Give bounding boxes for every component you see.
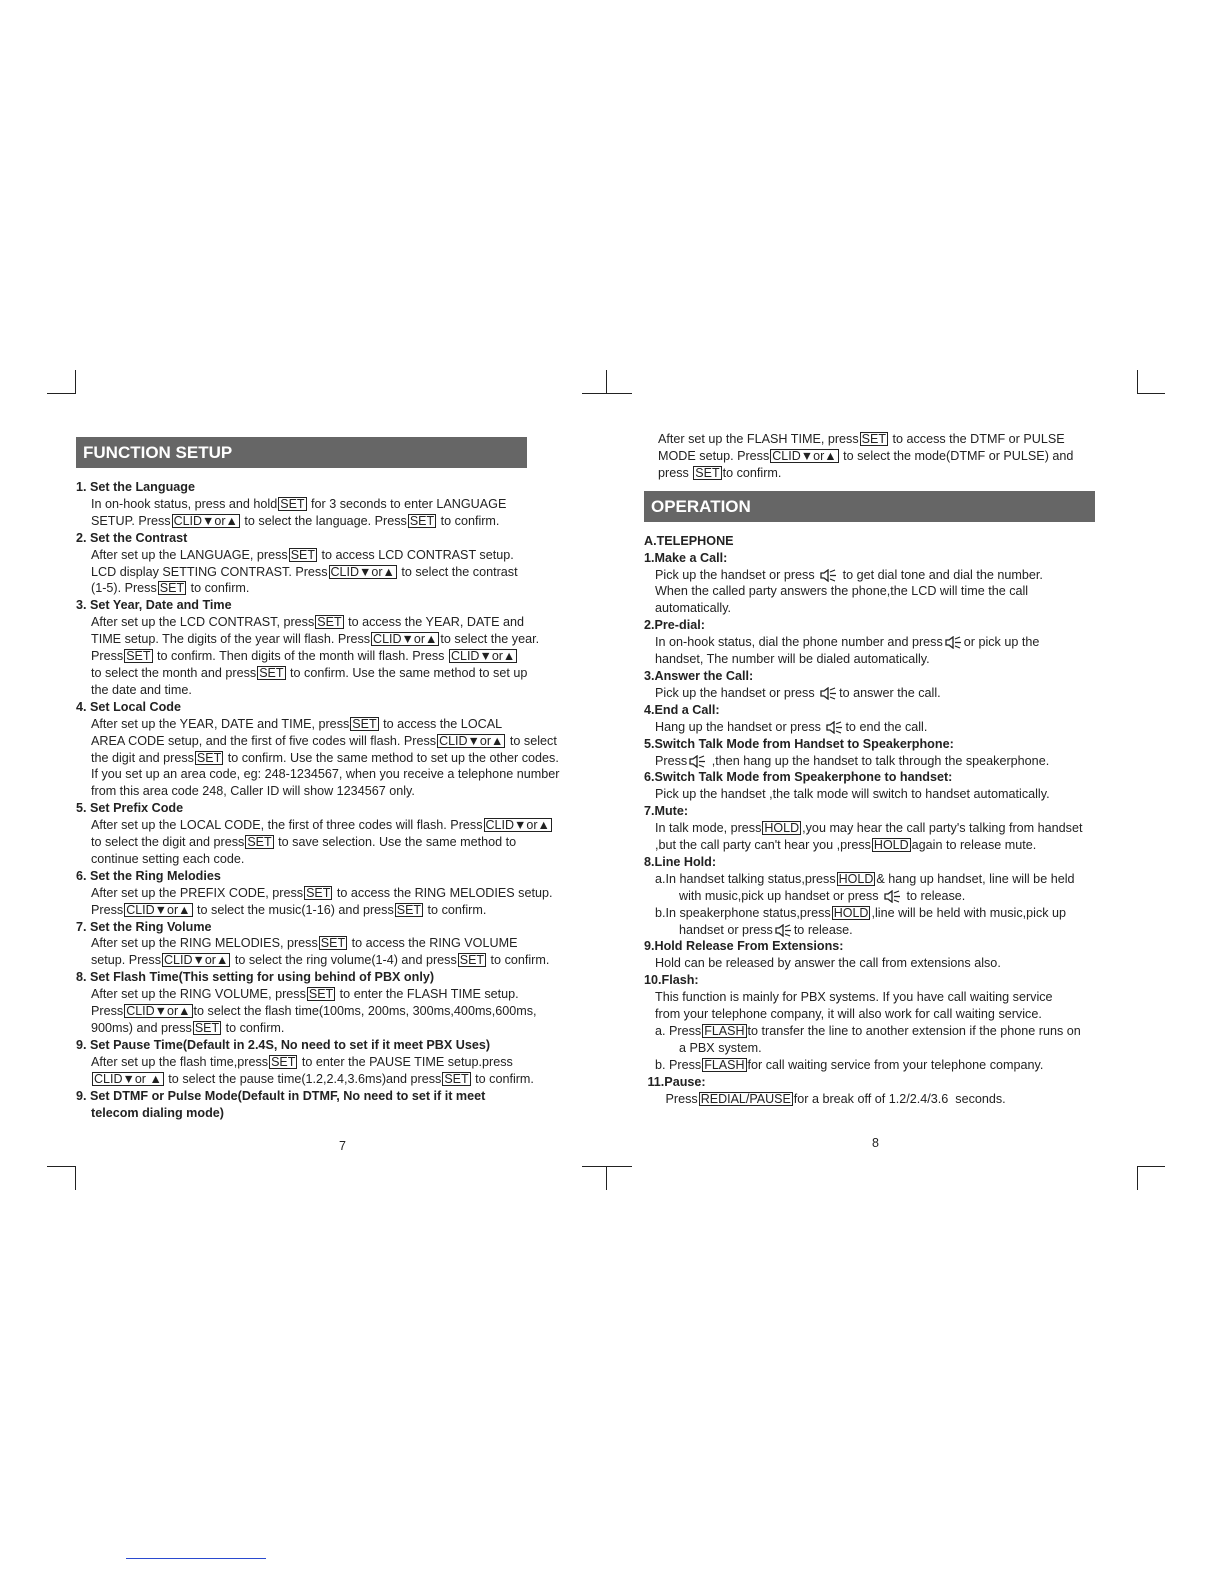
operation-item xyxy=(644,1074,1109,1108)
section-title: 7. Set the Ring Volume xyxy=(76,919,212,934)
telephone-heading: A.TELEPHONE xyxy=(644,533,734,548)
key-clid-or-label: CLID▼or▲ xyxy=(485,818,550,833)
text-run: Press xyxy=(655,753,688,768)
text-run: to select the digit and press xyxy=(91,835,245,850)
text-run: to select the contrast xyxy=(397,564,518,579)
text-run: a. Press xyxy=(655,1024,702,1038)
setup-section xyxy=(76,868,586,919)
item-title: 1.Make a Call: xyxy=(644,550,728,565)
text-run: to enter the PAUSE TIME setup.press xyxy=(298,1054,513,1069)
crop-mark xyxy=(606,1166,607,1190)
text-run: Hang up the handset or press xyxy=(655,719,825,734)
text-run: to confirm. Use the same method to set up xyxy=(286,665,528,680)
text-line xyxy=(91,580,586,597)
setup-section xyxy=(76,1088,586,1122)
text-line xyxy=(655,1023,1109,1040)
text-line xyxy=(91,834,586,851)
text-run: ,you may hear the call party's talking from handset xyxy=(802,821,1083,836)
text-line xyxy=(91,547,586,564)
section-title-continued: telecom dialing mode) xyxy=(91,1105,224,1120)
item-body xyxy=(644,567,1109,618)
setup-section xyxy=(76,699,586,800)
speakerphone-icon xyxy=(689,755,706,768)
text-run: setup. Press xyxy=(91,953,161,968)
text-run: After set up the LCD CONTRAST, press xyxy=(91,615,315,630)
text-run: to release. xyxy=(793,922,853,937)
text-run: ,then hang up the handset to talk through the speakerphone. xyxy=(708,753,1050,768)
text-line xyxy=(655,955,1109,972)
text-run: to answer the call. xyxy=(839,685,941,700)
text-run: to get dial tone and dial the number. xyxy=(839,567,1043,582)
text-line xyxy=(655,1057,1109,1074)
text-line xyxy=(91,614,586,631)
text-run: to select the mode(DTMF or PULSE) and xyxy=(839,448,1074,463)
text-line xyxy=(655,600,1109,617)
text-run: Hold can be released by answer the call from extensions also. xyxy=(655,956,1001,971)
text-line xyxy=(91,648,586,665)
setup-section xyxy=(76,919,586,970)
operation-item xyxy=(644,854,1109,939)
text-line xyxy=(91,817,586,834)
item-title: 7.Mute: xyxy=(644,804,689,819)
text-run: 900ms) and press xyxy=(91,1021,192,1035)
operation-banner: OPERATION xyxy=(644,491,1095,522)
speakerphone-icon xyxy=(945,636,962,649)
text-run: After set up the RING MELODIES, press xyxy=(91,936,318,951)
text-run: or pick up the xyxy=(963,635,1040,650)
text-run: MODE setup. Press xyxy=(658,448,770,463)
text-run: to access the YEAR, DATE and xyxy=(344,615,525,630)
text-line xyxy=(91,885,586,902)
text-run: to save selection. Use the same method to xyxy=(274,835,517,850)
text-run: a PBX system. xyxy=(679,1040,762,1055)
text-run: to confirm. xyxy=(487,953,550,968)
text-line xyxy=(655,837,1109,854)
text-run: TIME setup. The digits of the year will flash. Press xyxy=(91,632,371,647)
section-title: 8. Set Flash Time(This setting for using behind of PBX only) xyxy=(76,970,435,985)
text-run: to confirm. Use the same method to set up the other codes. xyxy=(224,750,559,765)
text-run: to access the LOCAL xyxy=(379,716,503,731)
left-page xyxy=(76,437,586,1121)
section-title: 4. Set Local Code xyxy=(76,699,181,714)
text-run: Pick up the handset ,the talk mode will switch to handset automatically. xyxy=(655,787,1050,802)
text-run: ,line will be held with music,pick up xyxy=(871,905,1067,920)
text-run: This function is mainly for PBX systems. If you have call waiting service xyxy=(655,990,1053,1005)
text-line xyxy=(91,1020,586,1037)
text-line xyxy=(91,564,586,581)
key-set-label: SET xyxy=(280,496,305,511)
text-line xyxy=(655,651,1109,668)
text-line xyxy=(655,1006,1109,1023)
item-title: 6.Switch Talk Mode from Speakerphone to handset: xyxy=(644,770,953,785)
text-run: AREA CODE setup, and the first of five codes will flash. Press xyxy=(91,733,437,748)
sub-item xyxy=(644,1023,1109,1057)
text-run: to select the flash time(100ms, 200ms, 300ms,400ms,600ms, xyxy=(193,1004,537,1019)
setup-section xyxy=(76,530,586,598)
item-title: 2.Pre-dial: xyxy=(644,618,705,633)
section-title: 3. Set Year, Date and Time xyxy=(76,598,232,613)
text-run: After set up the LANGUAGE, press xyxy=(91,547,288,562)
text-line xyxy=(91,665,586,682)
text-run: for a break off of 1.2/2.4/3.6 seconds. xyxy=(793,1091,1006,1106)
text-run: to confirm. xyxy=(471,1071,534,1086)
key-clid-or-label: CLID▼or▲ xyxy=(772,448,837,463)
text-line xyxy=(655,820,1109,837)
text-line xyxy=(658,431,1109,448)
section-title: 1. Set the Language xyxy=(76,480,195,494)
item-body xyxy=(644,719,1109,736)
key-set-label: SET xyxy=(459,953,485,968)
section-title: 9. Set Pause Time(Default in 2.4S, No need to set if it meet PBX Uses) xyxy=(76,1037,491,1052)
key-flash-label: FLASH xyxy=(704,1057,745,1072)
text-run: SETUP. Press xyxy=(91,513,171,528)
crop-mark xyxy=(75,370,76,394)
right-items xyxy=(644,550,1109,1108)
text-line xyxy=(667,922,1109,939)
text-run: In talk mode, press xyxy=(655,821,762,836)
text-run: After set up the flash time,press xyxy=(91,1054,269,1069)
sub-item-continuation xyxy=(655,888,1109,905)
key-set-label: SET xyxy=(320,936,346,951)
text-line xyxy=(91,935,586,952)
sub-item xyxy=(644,871,1109,905)
key-hold-label: HOLD xyxy=(873,838,909,853)
section-body xyxy=(76,935,586,969)
operation-item xyxy=(644,736,1109,770)
text-line xyxy=(667,1040,1109,1057)
text-line xyxy=(91,783,586,800)
key-clid-or-label: CLID▼or▲ xyxy=(439,733,504,748)
key-clid-or-label: CLID▼or▲ xyxy=(164,953,229,968)
speakerphone-icon xyxy=(820,687,837,700)
key-set-label: SET xyxy=(306,885,331,900)
operation-item xyxy=(644,938,1109,972)
operation-item xyxy=(644,617,1109,668)
key-clid-or-label: CLID▼or▲ xyxy=(373,632,438,647)
text-line xyxy=(91,851,586,868)
item-body xyxy=(644,634,1109,668)
text-run: In on-hook status, dial the phone number and press xyxy=(655,635,943,650)
text-run: to select xyxy=(506,733,557,748)
text-run: to select the year. xyxy=(440,632,540,647)
text-run: to release. xyxy=(903,888,966,903)
key-hold-label: HOLD xyxy=(838,871,874,886)
text-run: to select the language. Press xyxy=(240,513,407,528)
sub-item-continuation xyxy=(655,922,1109,939)
text-line xyxy=(655,786,1109,803)
text-run: to confirm. xyxy=(222,1021,285,1035)
key-clid-or-label: CLID▼or▲ xyxy=(173,513,238,528)
speakerphone-icon xyxy=(775,924,792,937)
text-run: (1-5). Press xyxy=(91,581,157,596)
text-run: press xyxy=(658,465,693,480)
text-run: to confirm. xyxy=(722,465,782,480)
key-set-label: SET xyxy=(194,1021,220,1035)
text-run: Pick up the handset or press xyxy=(655,567,819,582)
text-run: Press xyxy=(91,649,124,664)
speakerphone-icon xyxy=(884,890,901,903)
crop-mark xyxy=(582,393,632,394)
section-body xyxy=(76,817,586,868)
key-set-label: SET xyxy=(352,716,377,731)
text-run: to access the DTMF or PULSE xyxy=(888,432,1065,446)
operation-item xyxy=(644,769,1109,803)
crop-mark xyxy=(75,1166,76,1190)
text-line xyxy=(658,448,1109,465)
speakerphone-icon xyxy=(826,721,843,734)
text-line xyxy=(655,685,1109,702)
setup-section xyxy=(76,969,586,1037)
key-redial-pause-label: REDIAL/PAUSE xyxy=(700,1091,791,1106)
text-run: LCD display SETTING CONTRAST. Press xyxy=(91,564,328,579)
text-run: from your telephone company, it will also work for call waiting service. xyxy=(655,1007,1042,1022)
text-line xyxy=(655,871,1109,888)
section-body xyxy=(76,496,586,530)
text-run: to enter the FLASH TIME setup. xyxy=(336,987,519,1002)
text-line xyxy=(91,682,586,699)
text-run: again to release mute. xyxy=(911,838,1037,853)
key-set-label: SET xyxy=(308,987,334,1002)
key-flash-label: FLASH xyxy=(704,1024,745,1038)
text-run: to select the pause time(1.2,2.4,3.6ms)and press xyxy=(164,1071,442,1086)
key-set-label: SET xyxy=(126,649,151,664)
text-run: to transfer the line to another extension if the phone runs on xyxy=(747,1024,1081,1038)
operation-item xyxy=(644,702,1109,736)
page-number-right: 8 xyxy=(872,1136,879,1150)
setup-section xyxy=(76,597,586,698)
text-run: for call waiting service from your telephone company. xyxy=(747,1057,1044,1072)
crop-mark xyxy=(47,393,76,394)
text-line xyxy=(655,989,1109,1006)
text-run: for 3 seconds to enter LANGUAGE xyxy=(307,496,507,511)
text-run: When the called party answers the phone,the LCD will time the call xyxy=(655,584,1029,599)
text-run: to select the ring volume(1-4) and press xyxy=(231,953,457,968)
text-run: to confirm. xyxy=(424,902,487,917)
text-line xyxy=(91,1071,586,1088)
text-line xyxy=(655,583,1109,600)
key-hold-label: HOLD xyxy=(833,905,869,920)
key-clid-or-label: CLID▼or▲ xyxy=(126,1004,191,1019)
text-line xyxy=(655,1091,1109,1108)
key-clid-or-label: CLID▼or▲ xyxy=(330,564,395,579)
text-run: with music,pick up handset or press xyxy=(679,888,882,903)
sub-item xyxy=(644,1057,1109,1074)
item-title: 5.Switch Talk Mode from Handset to Speakerphone: xyxy=(644,736,954,751)
item-title: 4.End a Call: xyxy=(644,702,720,717)
text-run: to access the RING MELODIES setup. xyxy=(333,885,553,900)
item-body xyxy=(644,786,1109,803)
text-line xyxy=(91,1003,586,1020)
key-hold-label: HOLD xyxy=(764,821,800,836)
crop-mark xyxy=(1137,370,1138,394)
text-line xyxy=(658,465,1109,482)
setup-section xyxy=(76,1037,586,1088)
text-run: After set up the RING VOLUME, press xyxy=(91,987,306,1002)
section-body xyxy=(76,547,586,598)
key-clid-or-label: CLID▼or▲ xyxy=(126,902,191,917)
text-line xyxy=(655,719,1109,736)
text-run: After set up the YEAR, DATE and TIME, press xyxy=(91,716,350,731)
setup-section xyxy=(76,479,586,530)
text-run: from this area code 248, Caller ID will show 1234567 only. xyxy=(91,784,415,799)
text-line xyxy=(91,716,586,733)
text-run: continue setting each code. xyxy=(91,851,245,866)
operation-item xyxy=(644,550,1109,618)
text-run: to confirm. Then digits of the month will flash. Press xyxy=(153,649,448,664)
text-run: After set up the FLASH TIME, press xyxy=(658,432,859,446)
section-body xyxy=(76,885,586,919)
key-clid-or-label: CLID▼or ▲ xyxy=(94,1071,162,1086)
section-body xyxy=(76,716,586,801)
text-run: to end the call. xyxy=(845,719,928,734)
key-set-label: SET xyxy=(317,615,342,630)
text-run: If you set up an area code, eg: 248-1234567, when you receive a telephone number xyxy=(91,767,560,782)
function-setup-banner: FUNCTION SETUP xyxy=(76,437,527,468)
text-line xyxy=(91,952,586,969)
text-line xyxy=(91,766,586,783)
setup-section xyxy=(76,800,586,868)
text-run: Press xyxy=(655,1091,698,1106)
text-run: the digit and press xyxy=(91,750,194,765)
text-run: to select the month and press xyxy=(91,665,257,680)
text-run: to confirm. xyxy=(187,581,250,596)
text-run: After set up the PREFIX CODE, press xyxy=(91,885,304,900)
text-run: After set up the LOCAL CODE, the first of three codes will flash. Press xyxy=(91,818,483,833)
right-page xyxy=(644,431,1109,1108)
key-set-label: SET xyxy=(196,750,222,765)
text-run: In on-hook status, press and hold xyxy=(91,496,278,511)
item-body xyxy=(644,685,1109,702)
text-run: b.In speakerphone status,press xyxy=(655,905,831,920)
text-line xyxy=(91,496,586,513)
text-line xyxy=(91,750,586,767)
text-run: to access LCD CONTRAST setup. xyxy=(318,547,514,562)
crop-mark xyxy=(582,1166,632,1167)
key-set-label: SET xyxy=(259,665,284,680)
sub-item xyxy=(644,905,1109,939)
text-run: ,but the call party can't hear you ,press xyxy=(655,838,871,853)
text-line xyxy=(655,634,1109,651)
key-set-label: SET xyxy=(271,1054,296,1069)
item-title: 3.Answer the Call: xyxy=(644,668,754,683)
crop-mark xyxy=(47,1166,76,1167)
text-run: b. Press xyxy=(655,1057,702,1072)
crop-mark xyxy=(1137,1166,1138,1190)
text-run: to confirm. xyxy=(437,513,500,528)
text-line xyxy=(91,986,586,1003)
item-title: 8.Line Hold: xyxy=(644,854,717,869)
text-line xyxy=(655,753,1109,770)
section-title: 2. Set the Contrast xyxy=(76,530,188,545)
key-set-label: SET xyxy=(396,902,422,917)
item-body xyxy=(644,820,1109,854)
key-set-label: SET xyxy=(159,581,185,596)
item-title: 9.Hold Release From Extensions: xyxy=(644,939,844,954)
page-number-left: 7 xyxy=(339,1139,346,1153)
dtmf-intro xyxy=(644,431,1109,482)
operation-item xyxy=(644,803,1109,854)
text-run: a.In handset talking status,press xyxy=(655,871,836,886)
text-run: handset, The number will be dialed automatically. xyxy=(655,652,930,667)
text-line xyxy=(91,902,586,919)
text-run: Press xyxy=(91,902,124,917)
speakerphone-icon xyxy=(820,569,837,582)
text-run: automatically. xyxy=(655,601,732,616)
key-set-label: SET xyxy=(247,835,272,850)
left-sections xyxy=(76,479,586,1121)
text-line xyxy=(655,567,1109,584)
item-body xyxy=(644,1091,1109,1108)
section-title: 5. Set Prefix Code xyxy=(76,801,184,816)
text-line xyxy=(91,513,586,530)
section-body xyxy=(76,986,586,1037)
crop-mark xyxy=(606,370,607,394)
text-line xyxy=(91,631,586,648)
item-title: 11.Pause: xyxy=(644,1074,706,1089)
text-run: & hang up handset, line will be held xyxy=(876,871,1075,886)
item-title: 10.Flash: xyxy=(644,973,699,988)
crop-mark xyxy=(1137,393,1165,394)
footnote-rule xyxy=(126,1558,266,1559)
text-run: the date and time. xyxy=(91,682,192,697)
sub-item-continuation xyxy=(655,1040,1109,1057)
section-body xyxy=(76,614,586,699)
text-line xyxy=(655,905,1109,922)
section-body xyxy=(76,1054,586,1088)
item-body xyxy=(644,955,1109,972)
item-body xyxy=(644,989,1109,1023)
crop-mark xyxy=(1137,1166,1165,1167)
text-line xyxy=(91,1054,586,1071)
text-line xyxy=(91,733,586,750)
operation-item xyxy=(644,972,1109,1073)
text-line xyxy=(667,888,1109,905)
key-set-label: SET xyxy=(695,465,720,480)
text-run: to access the RING VOLUME xyxy=(348,936,518,951)
text-run: to select the music(1-16) and press xyxy=(193,902,394,917)
key-set-label: SET xyxy=(861,432,886,446)
text-run: handset or press xyxy=(679,922,773,937)
section-title: 6. Set the Ring Melodies xyxy=(76,868,221,883)
operation-item xyxy=(644,668,1109,702)
key-set-label: SET xyxy=(444,1071,469,1086)
item-body xyxy=(644,753,1109,770)
key-set-label: SET xyxy=(290,547,315,562)
section-title: 9. Set DTMF or Pulse Mode(Default in DTMF, No need to set if it meet xyxy=(76,1088,486,1103)
key-clid-or-label: CLID▼or▲ xyxy=(450,649,516,664)
key-set-label: SET xyxy=(409,513,435,528)
text-run: Press xyxy=(91,1004,124,1019)
text-run: Pick up the handset or press xyxy=(655,685,819,700)
